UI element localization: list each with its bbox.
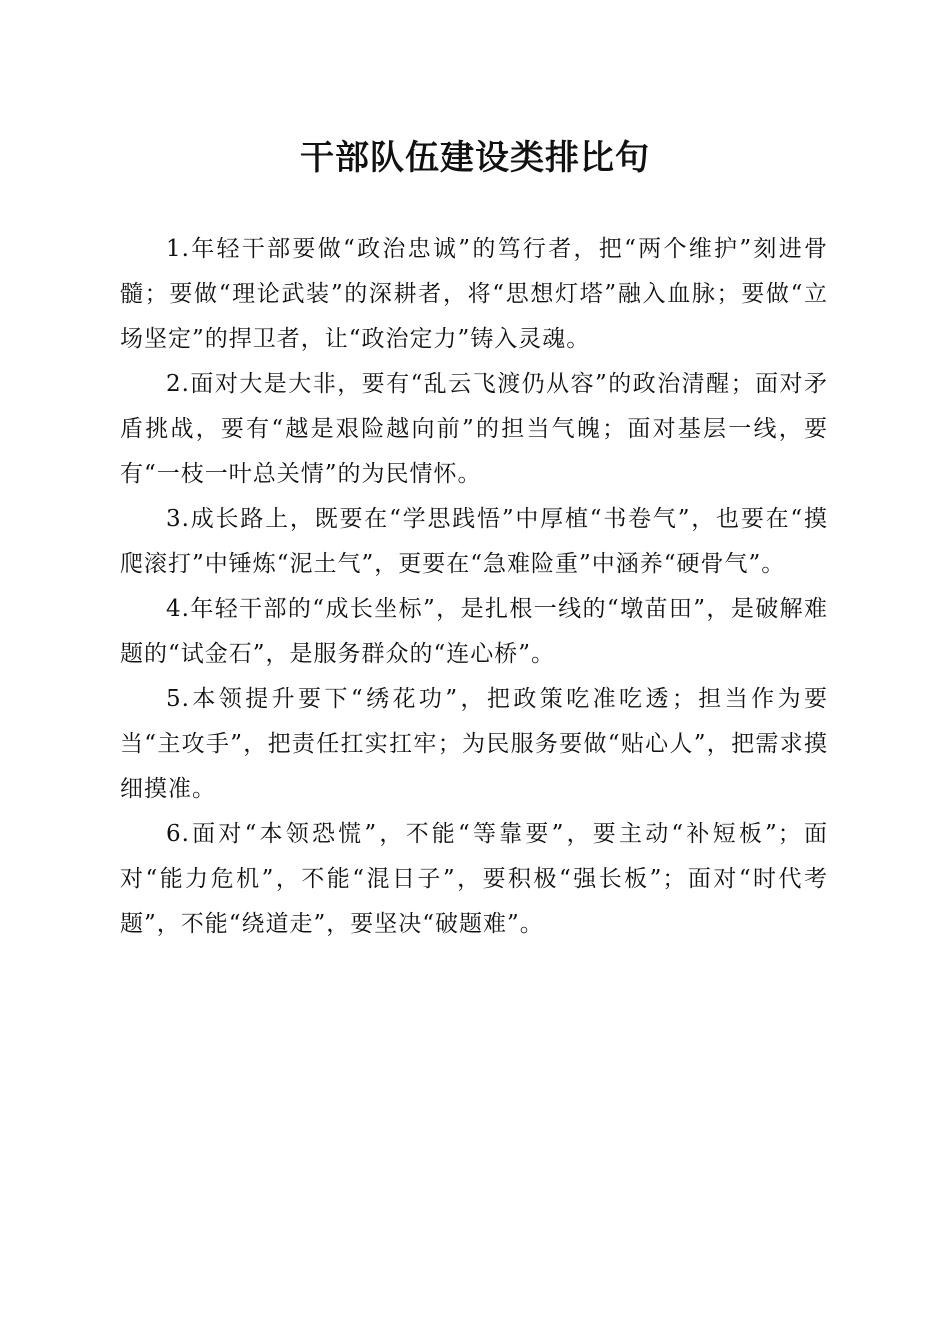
paragraph-6: 6.面对“本领恐慌”，不能“等靠要”，要主动“补短板”；面对“能力危机”，不能“混日子”，要积极“强长板”；面对“时代考题”，不能“绕道走”，要坚决“破题难”。	[120, 821, 828, 937]
paragraph-1: 1.年轻干部要做“政治忠诚”的笃行者，把“两个维护”刻进骨髓；要做“理论武装”的深耕者，将“思想灯塔”融入血脉；要做“立场坚定”的捍卫者，让“政治定力”铸入灵魂。	[120, 236, 828, 352]
document-body	[120, 227, 828, 947]
paragraph-3: 3.成长路上，既要在“学思践悟”中厚植“书卷气”，也要在“摸爬滚打”中锤炼“泥土气”，更要在“急难险重”中涵养“硬骨气”。	[120, 506, 828, 577]
document-title: 干部队伍建设类排比句	[300, 138, 650, 178]
paragraph-2: 2.面对大是大非，要有“乱云飞渡仍从容”的政治清醒；面对矛盾挑战，要有“越是艰险越向前”的担当气魄；面对基层一线，要有“一枝一叶总关情”的为民情怀。	[120, 371, 828, 487]
paragraph-4: 4.年轻干部的“成长坐标”，是扎根一线的“墩苗田”，是破解难题的“试金石”，是服务群众的“连心桥”。	[120, 596, 828, 667]
paragraph-5: 5.本领提升要下“绣花功”，把政策吃准吃透；担当作为要当“主攻手”，把责任扛实扛牢；为民服务要做“贴心人”，把需求摸细摸准。	[120, 686, 828, 802]
